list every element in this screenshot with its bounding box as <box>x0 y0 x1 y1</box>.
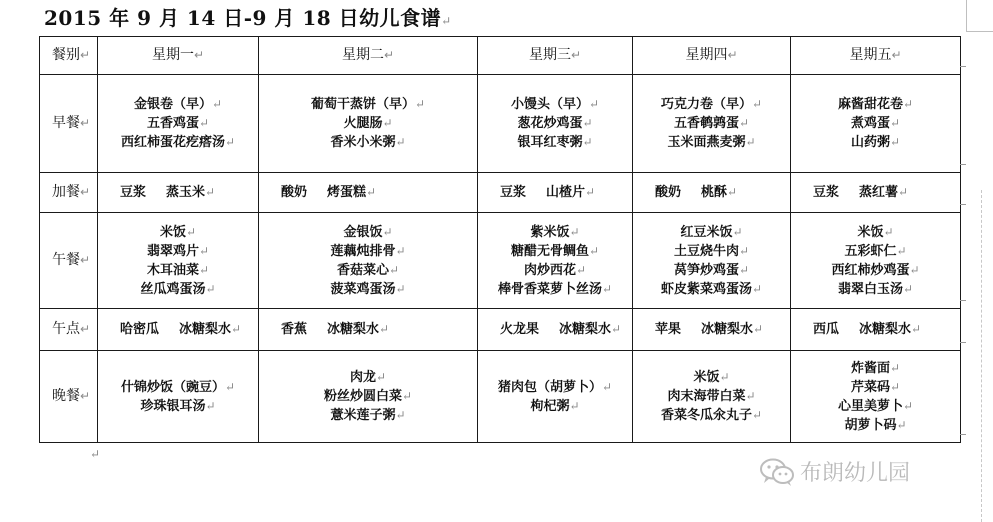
paragraph-mark: ↵ <box>375 370 387 384</box>
menu-item: 紫米饭 <box>530 224 570 240</box>
paragraph-mark: ↵ <box>753 322 764 336</box>
paragraph-mark: ↵ <box>611 322 622 336</box>
menu-line <box>478 242 632 261</box>
menu-line <box>478 223 632 242</box>
paragraph-mark: ↵ <box>738 262 750 277</box>
menu-line <box>633 368 790 387</box>
day-header-label: 星期四 <box>685 47 728 63</box>
paragraph-mark: ↵ <box>582 135 593 149</box>
menu-line <box>791 242 960 261</box>
menu-item: 豆浆 <box>500 185 527 200</box>
menu-line <box>120 320 258 339</box>
menu-line <box>633 133 790 152</box>
paragraph-mark: ↵ <box>382 116 393 130</box>
menu-cell <box>633 173 791 213</box>
menu-line <box>478 114 632 133</box>
day-header-label: 星期一 <box>151 47 194 63</box>
menu-item: 小馒头（早） <box>510 97 589 112</box>
menu-item: 五彩虾仁 <box>844 243 897 259</box>
menu-line <box>281 183 477 202</box>
menu-line <box>259 368 477 387</box>
paragraph-mark: ↵ <box>751 281 763 296</box>
menu-cell <box>98 75 259 173</box>
menu-item: 金银卷（早） <box>133 97 212 112</box>
menu-cell <box>791 351 961 443</box>
menu-cell <box>478 173 633 213</box>
menu-line <box>259 261 477 280</box>
paragraph-mark: ↵ <box>382 224 393 239</box>
paragraph-mark: ↵ <box>198 116 210 130</box>
paragraph-mark-after-table: ↵ <box>90 447 101 461</box>
menu-item: 心里美萝卜 <box>837 398 903 414</box>
menu-line <box>500 320 632 339</box>
menu-cell <box>259 309 478 351</box>
meal-row <box>40 351 961 443</box>
menu-item: 莴笋炒鸡蛋 <box>673 262 739 278</box>
paragraph-mark: ↵ <box>588 97 600 111</box>
menu-item: 枸杞粥 <box>530 398 570 414</box>
menu-item: 香蕉 <box>281 322 308 337</box>
menu-item: 丝瓜鸡蛋汤 <box>140 281 206 297</box>
menu-line <box>655 320 790 339</box>
menu-cell <box>259 351 478 443</box>
menu-item: 冰糖梨水 <box>327 322 380 337</box>
day-header-cell <box>633 37 791 75</box>
menu-line <box>259 242 477 261</box>
menu-cell <box>633 213 791 309</box>
row-end-mark <box>960 66 966 67</box>
paragraph-mark: ↵ <box>80 185 91 199</box>
meal-label: 午餐 <box>52 252 80 268</box>
menu-item: 金银饭 <box>343 224 383 240</box>
menu-item: 冰糖梨水 <box>859 322 912 337</box>
meal-row <box>40 309 961 351</box>
paragraph-mark: ↵ <box>366 185 377 199</box>
menu-item: 冰糖梨水 <box>559 322 612 337</box>
paragraph-mark: ↵ <box>383 48 395 62</box>
paragraph-mark: ↵ <box>205 185 216 199</box>
menu-cell <box>791 213 961 309</box>
menu-line <box>98 95 258 114</box>
menu-item: 菠菜鸡蛋汤 <box>330 281 396 297</box>
menu-line <box>98 397 258 416</box>
menu-line <box>259 95 477 114</box>
paragraph-mark: ↵ <box>889 360 901 375</box>
paragraph-mark: ↵ <box>198 262 210 277</box>
paragraph-mark: ↵ <box>205 398 216 413</box>
paragraph-mark: ↵ <box>395 243 406 258</box>
wechat-icon <box>760 458 794 486</box>
paragraph-mark: ↵ <box>891 48 902 62</box>
menu-item: 西红柿炒鸡蛋 <box>831 262 910 278</box>
menu-line <box>791 133 960 152</box>
paragraph-mark: ↵ <box>719 370 730 384</box>
menu-item: 煮鸡蛋 <box>850 116 890 131</box>
menu-line <box>478 378 632 397</box>
menu-cell <box>478 351 633 443</box>
paragraph-mark: ↵ <box>911 322 922 336</box>
paragraph-mark: ↵ <box>198 243 210 258</box>
menu-item: 豆浆 <box>813 185 840 200</box>
menu-item: 糖醋无骨鲷鱼 <box>510 243 589 259</box>
paragraph-mark: ↵ <box>902 281 914 296</box>
menu-line <box>633 95 790 114</box>
paragraph-mark: ↵ <box>732 224 743 239</box>
menu-item: 米饭 <box>693 370 720 385</box>
menu-item: 炸酱面 <box>850 360 890 376</box>
menu-item: 巧克力卷（早） <box>660 97 752 112</box>
meal-row <box>40 213 961 309</box>
meal-label: 午点 <box>52 321 80 337</box>
paragraph-mark: ↵ <box>889 135 901 149</box>
menu-line <box>791 95 960 114</box>
menu-line <box>98 378 258 397</box>
menu-cell <box>98 351 259 443</box>
menu-item: 银耳红枣粥 <box>517 135 583 150</box>
meal-label-cell <box>40 173 98 213</box>
menu-item: 火龙果 <box>500 322 540 337</box>
menu-item: 冰糖梨水 <box>179 322 232 337</box>
header-category-label: 餐别 <box>52 47 80 63</box>
menu-item: 香菜冬瓜氽丸子 <box>660 408 752 423</box>
menu-line <box>633 114 790 133</box>
paragraph-mark: ↵ <box>224 379 236 394</box>
paragraph-mark: ↵ <box>570 48 582 62</box>
header-category-cell <box>40 37 98 75</box>
menu-line <box>98 242 258 261</box>
paragraph-mark: ↵ <box>569 224 580 239</box>
menu-item: 五香鹌鹑蛋 <box>673 116 739 131</box>
menu-item: 五香鸡蛋 <box>146 116 199 131</box>
menu-line <box>633 242 790 261</box>
menu-line <box>98 133 258 152</box>
paragraph-mark: ↵ <box>80 389 91 403</box>
watermark <box>760 456 910 487</box>
menu-cell <box>478 213 633 309</box>
menu-item: 山楂片 <box>546 185 586 200</box>
day-header-label: 星期三 <box>528 47 571 63</box>
menu-line <box>98 280 258 299</box>
menu-line <box>259 133 477 152</box>
menu-line <box>259 223 477 242</box>
meal-row <box>40 173 961 213</box>
margin-corner-mark-horizontal <box>966 31 993 32</box>
menu-item: 西瓜 <box>813 322 840 337</box>
menu-line <box>259 114 477 133</box>
day-header-cell <box>259 37 478 75</box>
menu-item: 桃酥 <box>701 185 728 200</box>
menu-line <box>478 261 632 280</box>
menu-item: 香米小米粥 <box>330 135 396 150</box>
menu-item: 米饭 <box>159 224 186 240</box>
paragraph-mark: ↵ <box>80 322 91 336</box>
menu-item: 玉米面燕麦粥 <box>667 135 746 150</box>
row-end-mark <box>960 164 966 165</box>
paragraph-mark: ↵ <box>902 97 914 111</box>
day-header-label: 星期五 <box>849 47 892 63</box>
menu-item: 葡萄干蒸饼（早） <box>310 97 415 112</box>
menu-item: 棒骨香菜萝卜丝汤 <box>497 281 602 297</box>
paragraph-mark: ↵ <box>745 135 756 149</box>
menu-item: 胡萝卜码 <box>844 417 897 433</box>
paragraph-mark: ↵ <box>883 224 894 239</box>
menu-cell <box>478 75 633 173</box>
paragraph-mark: ↵ <box>585 185 596 199</box>
paragraph-mark: ↵ <box>80 253 91 267</box>
menu-line <box>478 133 632 152</box>
menu-item: 酸奶 <box>281 185 308 200</box>
header-row <box>40 37 961 75</box>
paragraph-mark: ↵ <box>896 243 907 258</box>
menu-item: 芹菜码 <box>850 379 890 395</box>
menu-line <box>791 280 960 299</box>
menu-line <box>633 280 790 299</box>
menu-line <box>813 320 960 339</box>
menu-cell <box>98 309 259 351</box>
menu-cell <box>259 75 478 173</box>
meal-label: 早餐 <box>52 115 80 131</box>
meal-label: 加餐 <box>52 184 80 200</box>
menu-item: 烤蛋糕 <box>327 185 367 200</box>
margin-corner-mark <box>966 0 967 32</box>
menu-item: 土豆烧牛肉 <box>673 243 739 259</box>
paragraph-mark: ↵ <box>414 97 426 111</box>
paragraph-mark: ↵ <box>441 14 452 28</box>
menu-line <box>259 387 477 406</box>
paragraph-mark: ↵ <box>588 243 600 258</box>
day-header-cell <box>98 37 259 75</box>
paragraph-mark: ↵ <box>889 379 901 394</box>
paragraph-mark: ↵ <box>889 116 901 130</box>
paragraph-mark: ↵ <box>902 398 914 413</box>
menu-cell <box>259 173 478 213</box>
menu-item: 蒸玉米 <box>166 185 206 200</box>
paragraph-mark: ↵ <box>395 281 406 296</box>
menu-line <box>98 223 258 242</box>
menu-cell <box>791 75 961 173</box>
menu-line <box>633 261 790 280</box>
meal-label-cell <box>40 351 98 443</box>
row-end-mark <box>960 204 966 205</box>
paragraph-mark: ↵ <box>896 417 907 432</box>
paragraph-mark: ↵ <box>401 389 413 403</box>
paragraph-mark: ↵ <box>909 262 920 277</box>
menu-item: 豆浆 <box>120 185 147 200</box>
day-header-label: 星期二 <box>341 47 384 63</box>
title-text: 2015 年 9 月 14 日-9 月 18 日幼儿食谱 <box>44 6 442 30</box>
menu-item: 肉炒西花 <box>523 262 576 278</box>
menu-line <box>478 95 632 114</box>
row-end-mark <box>960 300 966 301</box>
meal-label-cell <box>40 75 98 173</box>
menu-line <box>98 261 258 280</box>
menu-item: 米饭 <box>857 224 884 240</box>
menu-item: 虾皮紫菜鸡蛋汤 <box>660 281 752 297</box>
menu-item: 哈密瓜 <box>120 322 160 337</box>
paragraph-mark: ↵ <box>751 408 763 422</box>
paragraph-mark: ↵ <box>582 116 593 130</box>
menu-cell <box>259 213 478 309</box>
day-header-cell <box>791 37 961 75</box>
menu-line <box>633 387 790 406</box>
menu-line <box>791 261 960 280</box>
menu-line <box>791 223 960 242</box>
menu-item: 火腿肠 <box>343 116 383 131</box>
menu-item: 肉龙 <box>349 370 376 385</box>
menu-line <box>791 397 960 416</box>
menu-item: 冰糖梨水 <box>701 322 754 337</box>
meal-label-cell <box>40 309 98 351</box>
paragraph-mark: ↵ <box>569 398 580 413</box>
paragraph-mark: ↵ <box>379 322 390 336</box>
menu-cell <box>791 309 961 351</box>
menu-item: 翡翠鸡片 <box>146 243 199 259</box>
paragraph-mark: ↵ <box>751 97 763 111</box>
menu-item: 西红柿蛋花疙瘩汤 <box>120 135 225 150</box>
day-header-cell <box>478 37 633 75</box>
paragraph-mark: ↵ <box>738 243 750 258</box>
paragraph-mark: ↵ <box>601 379 613 394</box>
paragraph-mark: ↵ <box>211 97 223 111</box>
menu-line <box>478 280 632 299</box>
menu-item: 肉末海带白菜 <box>667 389 746 404</box>
meal-row <box>40 75 961 173</box>
row-end-mark <box>960 434 966 435</box>
menu-line <box>98 114 258 133</box>
menu-item: 猪肉包（胡萝卜） <box>497 379 602 395</box>
paragraph-mark: ↵ <box>193 48 205 62</box>
paragraph-mark: ↵ <box>727 185 738 199</box>
menu-item: 木耳油菜 <box>146 262 199 278</box>
paragraph-mark: ↵ <box>395 408 406 422</box>
menu-line <box>633 406 790 425</box>
menu-item: 粉丝炒圆白菜 <box>323 389 402 404</box>
paragraph-mark: ↵ <box>80 116 91 130</box>
paragraph-mark: ↵ <box>601 281 613 296</box>
paragraph-mark: ↵ <box>185 224 197 239</box>
menu-item: 红豆米饭 <box>680 224 733 240</box>
menu-cell <box>633 75 791 173</box>
margin-guide-line <box>981 190 982 522</box>
paragraph-mark: ↵ <box>395 135 406 149</box>
menu-item: 珍珠银耳汤 <box>140 398 206 414</box>
menu-line <box>813 183 960 202</box>
menu-line <box>791 378 960 397</box>
menu-item: 翡翠白玉汤 <box>837 281 903 297</box>
menu-line <box>500 183 632 202</box>
menu-line <box>655 183 790 202</box>
meal-label: 晚餐 <box>52 388 80 404</box>
menu-item: 薏米莲子粥 <box>330 408 396 423</box>
menu-item: 葱花炒鸡蛋 <box>517 116 583 131</box>
meal-label-cell <box>40 213 98 309</box>
menu-line <box>259 280 477 299</box>
menu-line <box>478 397 632 416</box>
row-end-mark <box>960 342 966 343</box>
paragraph-mark: ↵ <box>898 185 909 199</box>
paragraph-mark: ↵ <box>231 322 242 336</box>
menu-line <box>120 183 258 202</box>
menu-item: 麻酱甜花卷 <box>837 97 903 112</box>
paragraph-mark: ↵ <box>80 48 91 62</box>
page-title <box>44 2 452 31</box>
menu-cell <box>98 173 259 213</box>
menu-line <box>791 416 960 435</box>
menu-cell <box>791 173 961 213</box>
menu-item: 苹果 <box>655 322 682 337</box>
paragraph-mark: ↵ <box>727 48 738 62</box>
menu-cell <box>98 213 259 309</box>
paragraph-mark: ↵ <box>575 262 587 277</box>
paragraph-mark: ↵ <box>224 135 236 149</box>
menu-line <box>791 359 960 378</box>
menu-item: 酸奶 <box>655 185 682 200</box>
paragraph-mark: ↵ <box>738 116 750 130</box>
paragraph-mark: ↵ <box>205 281 216 296</box>
paragraph-mark: ↵ <box>388 262 400 277</box>
menu-line <box>259 406 477 425</box>
menu-cell <box>633 351 791 443</box>
menu-item: 什锦炒饭（豌豆） <box>120 379 225 395</box>
menu-cell <box>478 309 633 351</box>
watermark-text: 布朗幼儿园 <box>800 461 911 486</box>
menu-cell <box>633 309 791 351</box>
menu-item: 山药粥 <box>850 135 890 150</box>
menu-line <box>791 114 960 133</box>
menu-table <box>39 36 961 443</box>
menu-line <box>633 223 790 242</box>
paragraph-mark: ↵ <box>745 389 756 403</box>
menu-item: 香菇菜心 <box>336 262 389 278</box>
menu-item: 莲藕炖排骨 <box>330 243 396 259</box>
menu-item: 蒸红薯 <box>859 185 899 200</box>
menu-line <box>281 320 477 339</box>
